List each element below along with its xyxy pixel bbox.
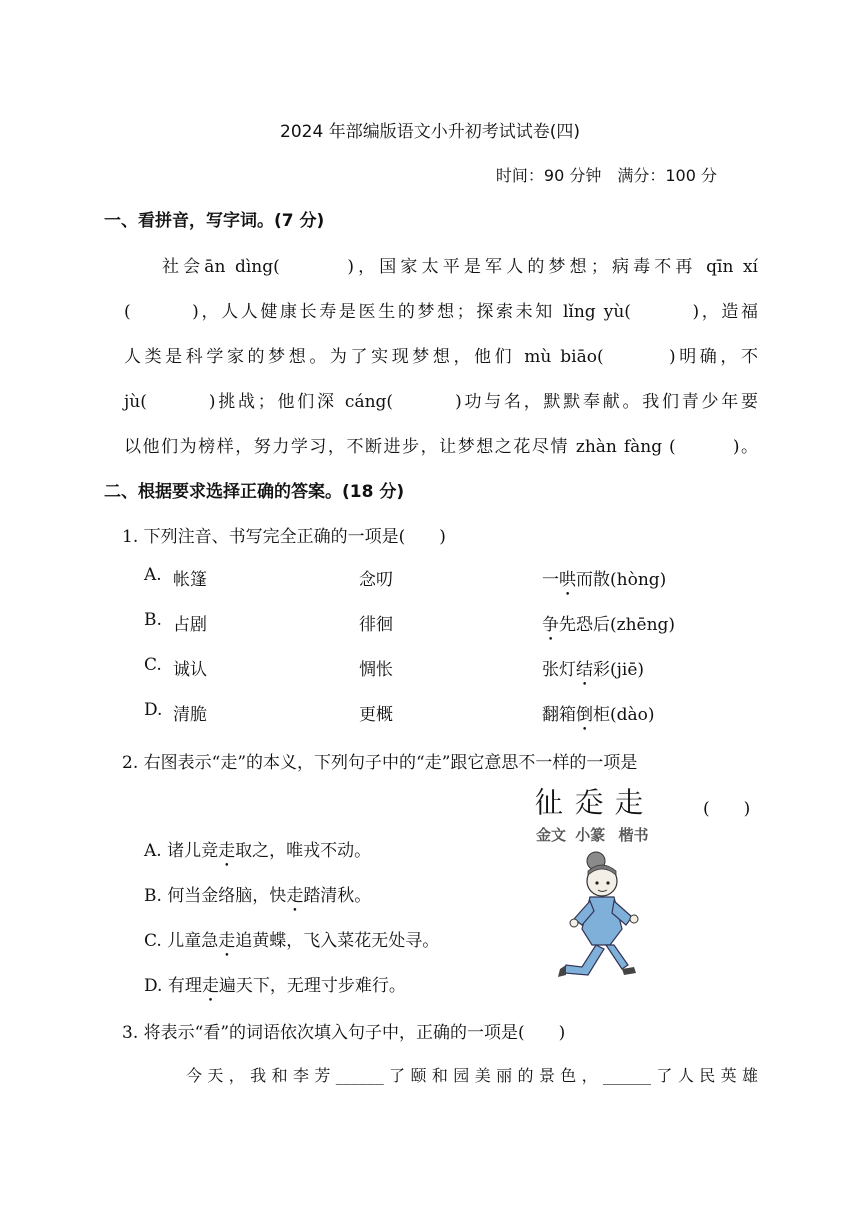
q1-c-post: 彩(jiē) xyxy=(593,660,645,680)
q1-option-c-word3 xyxy=(542,655,644,690)
section-1-line-4 xyxy=(124,387,758,412)
q2-a-pre: 诸儿竞 xyxy=(167,841,219,861)
q2-b-dotted-char: 走 xyxy=(286,886,304,906)
zou-character-figure xyxy=(530,783,680,993)
xiaozhuan-glyph: 𧺆 xyxy=(574,786,614,821)
q2-a-dotted-char: 走 xyxy=(218,841,236,861)
q1-option-a-word3 xyxy=(542,565,666,600)
section-1-line-5 xyxy=(124,432,758,457)
q1-option-d-word1: 清脆 xyxy=(173,705,207,725)
q2-c-dotted-char: 走 xyxy=(218,931,236,951)
section-1-line-4-text: jù( )挑战；他们深 cáng( )功与名，默默奉献。我们青少年要 xyxy=(124,392,758,412)
q1-c-pre: 张灯 xyxy=(542,660,576,680)
q1-option-b-word2: 徘徊 xyxy=(359,615,393,635)
section-1-line-1-text: 社会ān dìng( )，国家太平是军人的梦想；病毒不再 qīn xí xyxy=(162,257,758,277)
q1-d-dotted-char: 倒 xyxy=(576,705,593,725)
question-2-stem: 2. 右图表示“走”的本义，下列句子中的“走”跟它意思不一样的一项是 xyxy=(122,753,638,773)
q1-a-dotted-char: 哄 xyxy=(559,570,576,590)
xiaozhuan-label: 小篆 xyxy=(575,826,606,844)
question-3-stem: 3. 将表示“看”的词语依次填入句子中，正确的一项是( ) xyxy=(122,1023,566,1043)
question-1-stem: 1. 下列注音、书写完全正确的一项是( ) xyxy=(122,527,446,547)
q1-option-b-label: B. xyxy=(144,610,162,630)
q2-a-post: 取之，唯戎不动。 xyxy=(235,841,372,861)
q2-c-label: C. xyxy=(144,931,162,951)
q2-c-pre: 儿童急 xyxy=(167,931,219,951)
exam-meta: 时间：90 分钟 满分：100 分 xyxy=(495,166,717,185)
q1-option-c-word2: 惆怅 xyxy=(359,660,393,680)
q2-b-pre: 何当金络脑，快 xyxy=(167,886,287,906)
q2-option-b xyxy=(144,881,371,916)
q1-c-dotted-char: 结 xyxy=(576,660,593,680)
q2-b-label: B. xyxy=(144,886,162,906)
q1-option-b-word3 xyxy=(542,610,675,645)
q2-b-post: 踏清秋。 xyxy=(303,886,372,906)
q1-option-a-word2: 念叨 xyxy=(359,570,393,590)
section-1-line-1 xyxy=(162,252,758,277)
q2-option-a xyxy=(144,836,371,871)
section-2-heading: 二、根据要求选择正确的答案。(18 分) xyxy=(104,482,405,502)
section-1-heading: 一、看拼音，写字词。(7 分) xyxy=(104,211,325,231)
q2-d-post: 遍天下，无理寸步难行。 xyxy=(218,976,406,996)
zou-glyph-row xyxy=(534,783,654,821)
q1-option-d-label: D. xyxy=(144,700,163,720)
q2-option-d xyxy=(144,971,406,1006)
q1-option-c-word1: 诚认 xyxy=(173,660,207,680)
page-title: 2024 年部编版语文小升初考试试卷(四) xyxy=(280,122,580,142)
q2-option-c xyxy=(144,926,439,961)
q2-a-label: A. xyxy=(144,841,162,861)
section-1-line-2 xyxy=(124,297,758,322)
q1-option-a-word1: 帐篷 xyxy=(173,570,207,590)
q1-option-d-word3 xyxy=(542,700,655,735)
q1-b-dotted-char: 争 xyxy=(542,615,559,635)
section-1-line-3 xyxy=(124,342,758,367)
question-2-answer-paren: ( ) xyxy=(703,799,751,819)
q1-option-d-word2: 更概 xyxy=(359,705,393,725)
question-3-line-text: 今天，我和李芳______了颐和园美丽的景色，______了人民英雄 xyxy=(186,1066,758,1085)
question-3-line xyxy=(186,1063,758,1086)
q1-a-pre: 一 xyxy=(542,570,559,590)
section-1-line-2-text: ( )，人人健康长寿是医生的梦想；探索未知 lǐng yù( )，造福 xyxy=(124,302,758,322)
q2-d-label: D. xyxy=(144,976,163,996)
section-1-line-5-text: 以他们为榜样，努力学习，不断进步，让梦想之花尽情 zhàn fàng ( )。 xyxy=(124,437,758,457)
q2-c-post: 追黄蝶，飞入菜花无处寻。 xyxy=(235,931,440,951)
q1-b-post: 先恐后(zhēng) xyxy=(559,615,676,635)
q1-option-c-label: C. xyxy=(144,655,162,675)
kaishu-glyph: 走 xyxy=(614,786,654,821)
q1-d-pre: 翻箱 xyxy=(542,705,576,725)
q1-d-post: 柜(dào) xyxy=(593,705,655,725)
walking-person-icon xyxy=(552,849,652,989)
q1-option-b-word1: 占剧 xyxy=(173,615,207,635)
q1-a-post: 而散(hòng) xyxy=(576,570,667,590)
jinwen-label: 金文 xyxy=(536,826,567,844)
figure-labels xyxy=(536,824,649,845)
section-1-line-3-text: 人类是科学家的梦想。为了实现梦想，他们 mù biāo( )明确，不 xyxy=(124,347,758,367)
q2-d-pre: 有理 xyxy=(167,976,202,996)
jinwen-glyph: 𢓊 xyxy=(534,786,574,821)
q1-option-a-label: A. xyxy=(144,565,162,585)
q2-d-dotted-char: 走 xyxy=(201,976,219,996)
kaishu-label: 楷书 xyxy=(618,826,649,844)
